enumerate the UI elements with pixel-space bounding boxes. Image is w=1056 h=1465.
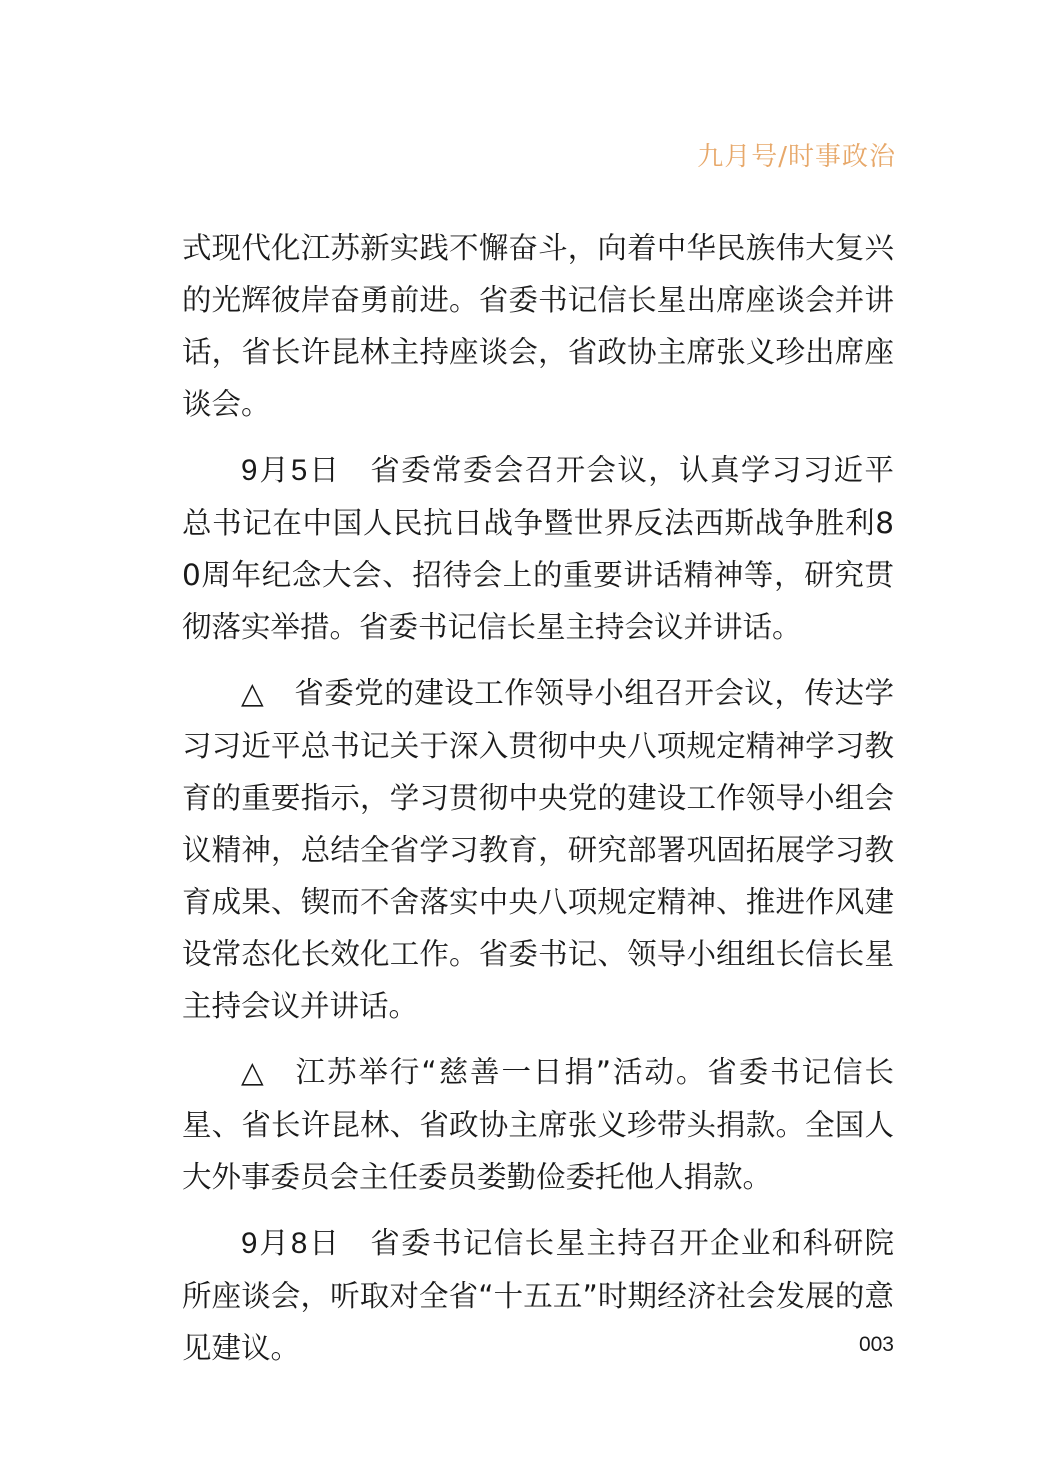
paragraph-text: 省委党的建设工作领导小组召开会议，传达学习习近平总书记关于深入贯彻中央八项规定精神学习教育的重要指示，学习贯彻中央党的建设工作领导小组会议精神，总结全省学习教育，研究部署巩固拓展学习教育成果、锲而不舍落实中央八项规定精神、推进作风建设常态化长效化工作。省委书记、领导小组组长信长星主持会议并讲话。 — [182, 676, 894, 1023]
date-label: 9月5日 — [241, 454, 341, 487]
article-body — [182, 222, 894, 1388]
paragraph-sep5 — [182, 444, 894, 653]
date-label: 9月8日 — [241, 1227, 341, 1260]
paragraph-text: 省委常委会召开会议，认真学习习近平总书记在中国人民抗日战争暨世界反法西斯战争胜利80周年纪念大会、招待会上的重要讲话精神等，研究贯彻落实举措。省委书记信长星主持会议并讲话。 — [182, 453, 894, 644]
paragraph-party-building — [182, 667, 894, 1032]
triangle-marker: △ — [241, 1056, 266, 1089]
section-header: 九月号/时事政治 — [697, 142, 896, 172]
paragraph-continuation — [182, 222, 894, 430]
paragraph-text: 江苏举行“慈善一日捐”活动。省委书记信长星、省长许昆林、省政协主席张义珍带头捐款。全国人大外事委员会主任委员娄勤俭委托他人捐款。 — [182, 1055, 894, 1194]
page-number: 003 — [858, 1333, 894, 1356]
paragraph-sep8 — [182, 1217, 894, 1374]
triangle-marker: △ — [241, 677, 266, 710]
paragraph-text: 式现代化江苏新实践不懈奋斗，向着中华民族伟大复兴的光辉彼岸奋勇前进。省委书记信长星出席座谈会并讲话，省长许昆林主持座谈会，省政协主席张义珍出席座谈会。 — [182, 231, 894, 421]
paragraph-charity — [182, 1046, 894, 1203]
paragraph-text: 省委书记信长星主持召开企业和科研院所座谈会，听取对全省“十五五”时期经济社会发展的意见建议。 — [182, 1226, 894, 1365]
